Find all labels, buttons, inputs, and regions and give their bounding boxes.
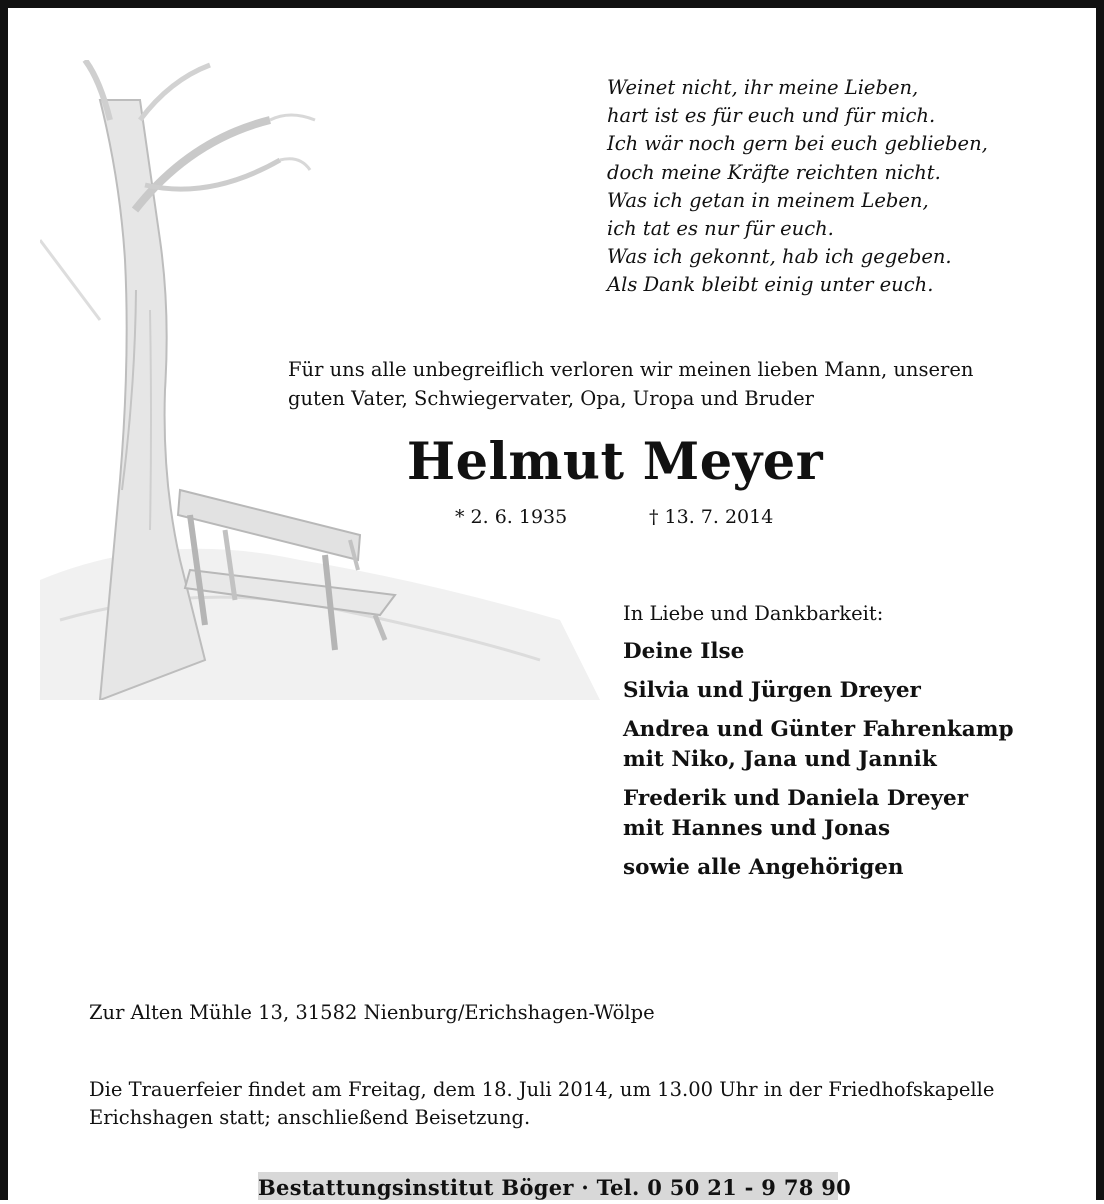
poem-line: hart ist es für euch und für mich. — [607, 104, 936, 128]
mourner-line: Frederik und Daniela Dreyer — [623, 786, 969, 811]
mourner-line: Andrea und Günter Fahrenkamp — [623, 717, 1014, 742]
intro-line: Für uns alle unbegreiflich verloren wir meinen lieben Mann, unseren — [288, 358, 974, 381]
service-line: Erichshagen statt; anschließend Beisetzung. — [89, 1105, 531, 1129]
service-line: Die Trauerfeier findet am Freitag, dem 18. Juli 2014, um 13.00 Uhr in der Friedhofskapelle — [89, 1078, 995, 1101]
mourner-entry — [623, 853, 1083, 883]
mourners-lead: In Liebe und Dankbarkeit: — [623, 602, 884, 625]
birth-date: * 2. 6. 1935 — [455, 506, 568, 528]
mourner-entry — [623, 715, 1083, 775]
mourner-line: Silvia und Jürgen Dreyer — [623, 678, 921, 703]
mourner-entry — [623, 637, 1083, 667]
mourners-list — [623, 602, 1083, 892]
funeral-home-footer: Bestattungsinstitut Böger · Tel. 0 50 21 - 9 78 90 — [258, 1172, 838, 1200]
poem-line: Ich wär noch gern bei euch geblieben, — [607, 132, 988, 156]
death-date: † 13. 7. 2014 — [649, 506, 774, 528]
poem-line: Weinet nicht, ihr meine Lieben, — [607, 76, 919, 99]
mourner-line: Deine Ilse — [623, 639, 745, 664]
poem-line: Was ich gekonnt, hab ich gegeben. — [607, 245, 952, 269]
address: Zur Alten Mühle 13, 31582 Nienburg/Erichshagen-Wölpe — [89, 1001, 655, 1024]
mourner-entry — [623, 676, 1083, 706]
mourner-line: mit Niko, Jana und Jannik — [623, 747, 937, 772]
intro-line: guten Vater, Schwiegervater, Opa, Uropa und Bruder — [288, 386, 814, 410]
poem-line: Als Dank bleibt einig unter euch. — [607, 273, 934, 297]
poem — [607, 74, 988, 300]
poem-line: Was ich getan in meinem Leben, — [607, 188, 929, 212]
mourner-line: sowie alle Angehörigen — [623, 855, 904, 880]
intro-text — [288, 356, 1048, 413]
poem-line: ich tat es nur für euch. — [607, 217, 834, 241]
poem-line: doch meine Kräfte reichten nicht. — [607, 160, 941, 184]
deceased-name: Helmut Meyer — [406, 432, 824, 492]
mourner-entry — [623, 784, 1083, 844]
service-notice — [89, 1076, 994, 1131]
mourner-line: mit Hannes und Jonas — [623, 816, 891, 841]
